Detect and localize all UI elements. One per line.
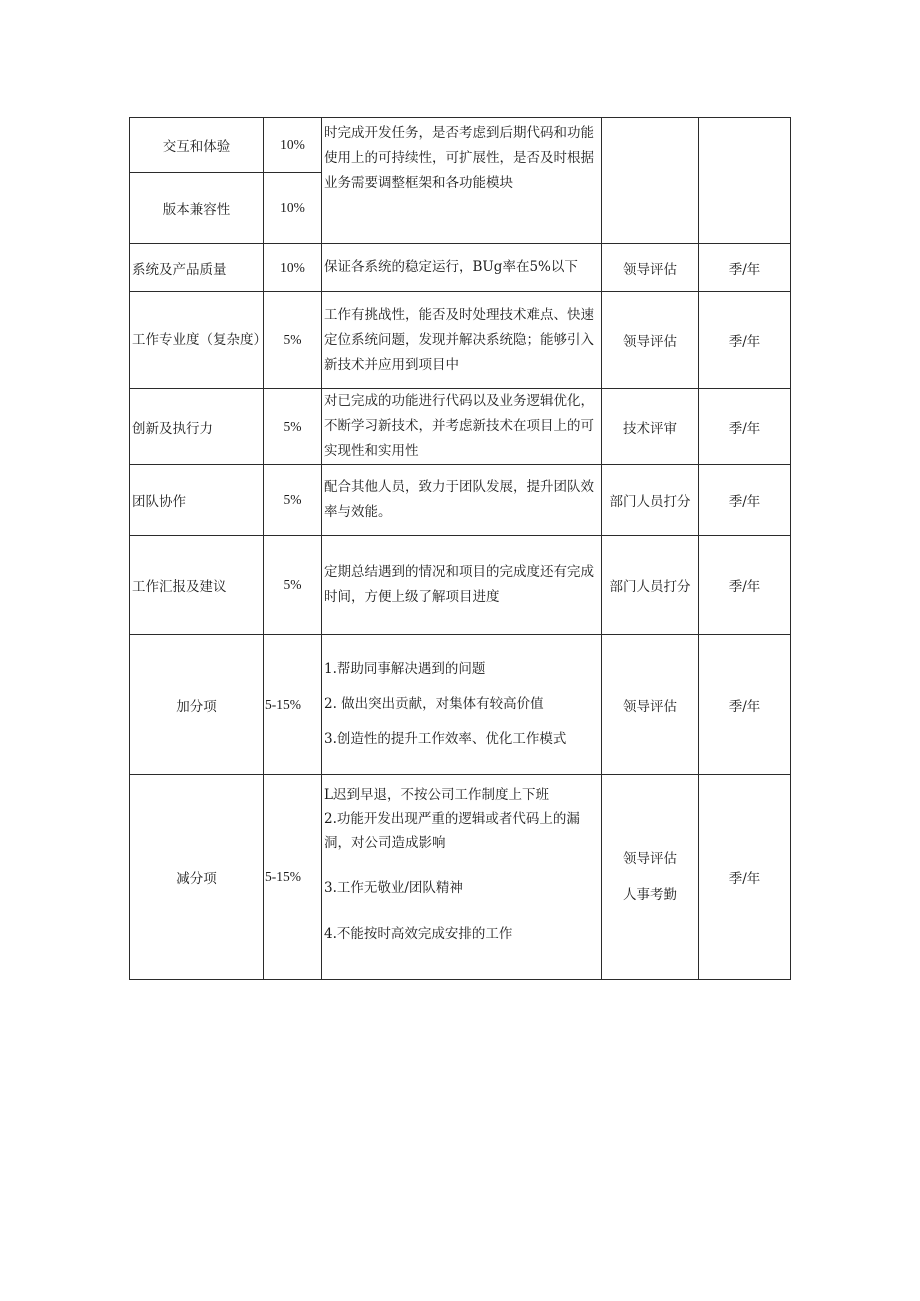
- indicator-cell: 工作专业度（复杂度）: [130, 292, 264, 389]
- cycle-cell: 季/年: [699, 635, 791, 775]
- method-cell: [602, 118, 699, 244]
- standard-cell: 保证各系统的稳定运行，BUg率在5%以下: [322, 244, 602, 292]
- indicator-cell: 交互和体验: [130, 118, 264, 173]
- table-row: [130, 775, 791, 980]
- table-row: [130, 536, 791, 635]
- cycle-cell: 季/年: [699, 465, 791, 536]
- penalty-item: 3.工作无敬业/团队精神: [324, 880, 463, 896]
- standard-cell: 对已完成的功能进行代码以及业务逻辑优化，不断学习新技术，并考虑新技术在项目上的可实现性和实用性: [322, 389, 602, 465]
- table-row: [130, 118, 791, 173]
- method-cell: 部门人员打分: [602, 465, 699, 536]
- weight-cell: 5-15%: [264, 635, 322, 775]
- table-row: [130, 292, 791, 389]
- table-row: [130, 465, 791, 536]
- indicator-cell: 版本兼容性: [130, 173, 264, 244]
- method-cell: 领导评估: [602, 292, 699, 389]
- indicator-cell: 创新及执行力: [130, 389, 264, 465]
- method-cell: 部门人员打分: [602, 536, 699, 635]
- standard-cell: 定期总结遇到的情况和项目的完成度还有完成时间，方便上级了解项目进度: [322, 536, 602, 635]
- indicator-cell: 减分项: [130, 775, 264, 980]
- method-cell: 领导评估: [602, 244, 699, 292]
- kpi-table: [129, 117, 791, 980]
- method-line: 人事考勤: [623, 887, 677, 903]
- bonus-item: 3.创造性的提升工作效率、优化工作模式: [324, 731, 567, 747]
- weight-cell: 5%: [264, 292, 322, 389]
- indicator-cell: 工作汇报及建议: [130, 536, 264, 635]
- cycle-cell: 季/年: [699, 292, 791, 389]
- cycle-cell: 季/年: [699, 775, 791, 980]
- penalty-item: L迟到早退，不按公司工作制度上下班: [324, 787, 549, 803]
- weight-cell: 5-15%: [264, 775, 322, 980]
- cycle-cell: 季/年: [699, 389, 791, 465]
- method-cell: [602, 775, 699, 980]
- weight-cell: 5%: [264, 389, 322, 465]
- indicator-cell: 团队协作: [130, 465, 264, 536]
- standard-cell: 工作有挑战性，能否及时处理技术难点、快速定位系统问题，发现并解决系统隐；能够引入新技术并应用到项目中: [322, 292, 602, 389]
- weight-cell: 10%: [264, 118, 322, 173]
- weight-cell: 5%: [264, 536, 322, 635]
- cycle-cell: 季/年: [699, 536, 791, 635]
- standard-cell: 配合其他人员，致力于团队发展，提升团队效率与效能。: [322, 465, 602, 536]
- indicator-cell: 加分项: [130, 635, 264, 775]
- standard-cell: [322, 775, 602, 980]
- penalty-item: 4.不能按时高效完成安排的工作: [324, 926, 513, 942]
- table-row: [130, 244, 791, 292]
- standard-cell: [322, 635, 602, 775]
- method-line: 领导评估: [623, 851, 677, 867]
- method-cell: 领导评估: [602, 635, 699, 775]
- penalty-item: 2.功能开发出现严重的逻辑或者代码上的漏洞，对公司造成影响: [324, 811, 580, 851]
- method-cell: 技术评审: [602, 389, 699, 465]
- standard-cell: 时完成开发任务，是否考虑到后期代码和功能使用上的可持续性，可扩展性，是否及时根据业务需要调整框架和各功能模块: [322, 118, 602, 244]
- indicator-cell: 系统及产品质量: [130, 244, 264, 292]
- bonus-item: 1.帮助同事解决遇到的问题: [324, 661, 486, 677]
- table-row: [130, 635, 791, 775]
- bonus-item: 2. 做出突出贡献，对集体有较高价值: [324, 696, 544, 712]
- cycle-cell: [699, 118, 791, 244]
- cycle-cell: 季/年: [699, 244, 791, 292]
- weight-cell: 10%: [264, 244, 322, 292]
- weight-cell: 5%: [264, 465, 322, 536]
- weight-cell: 10%: [264, 173, 322, 244]
- table-row: [130, 389, 791, 465]
